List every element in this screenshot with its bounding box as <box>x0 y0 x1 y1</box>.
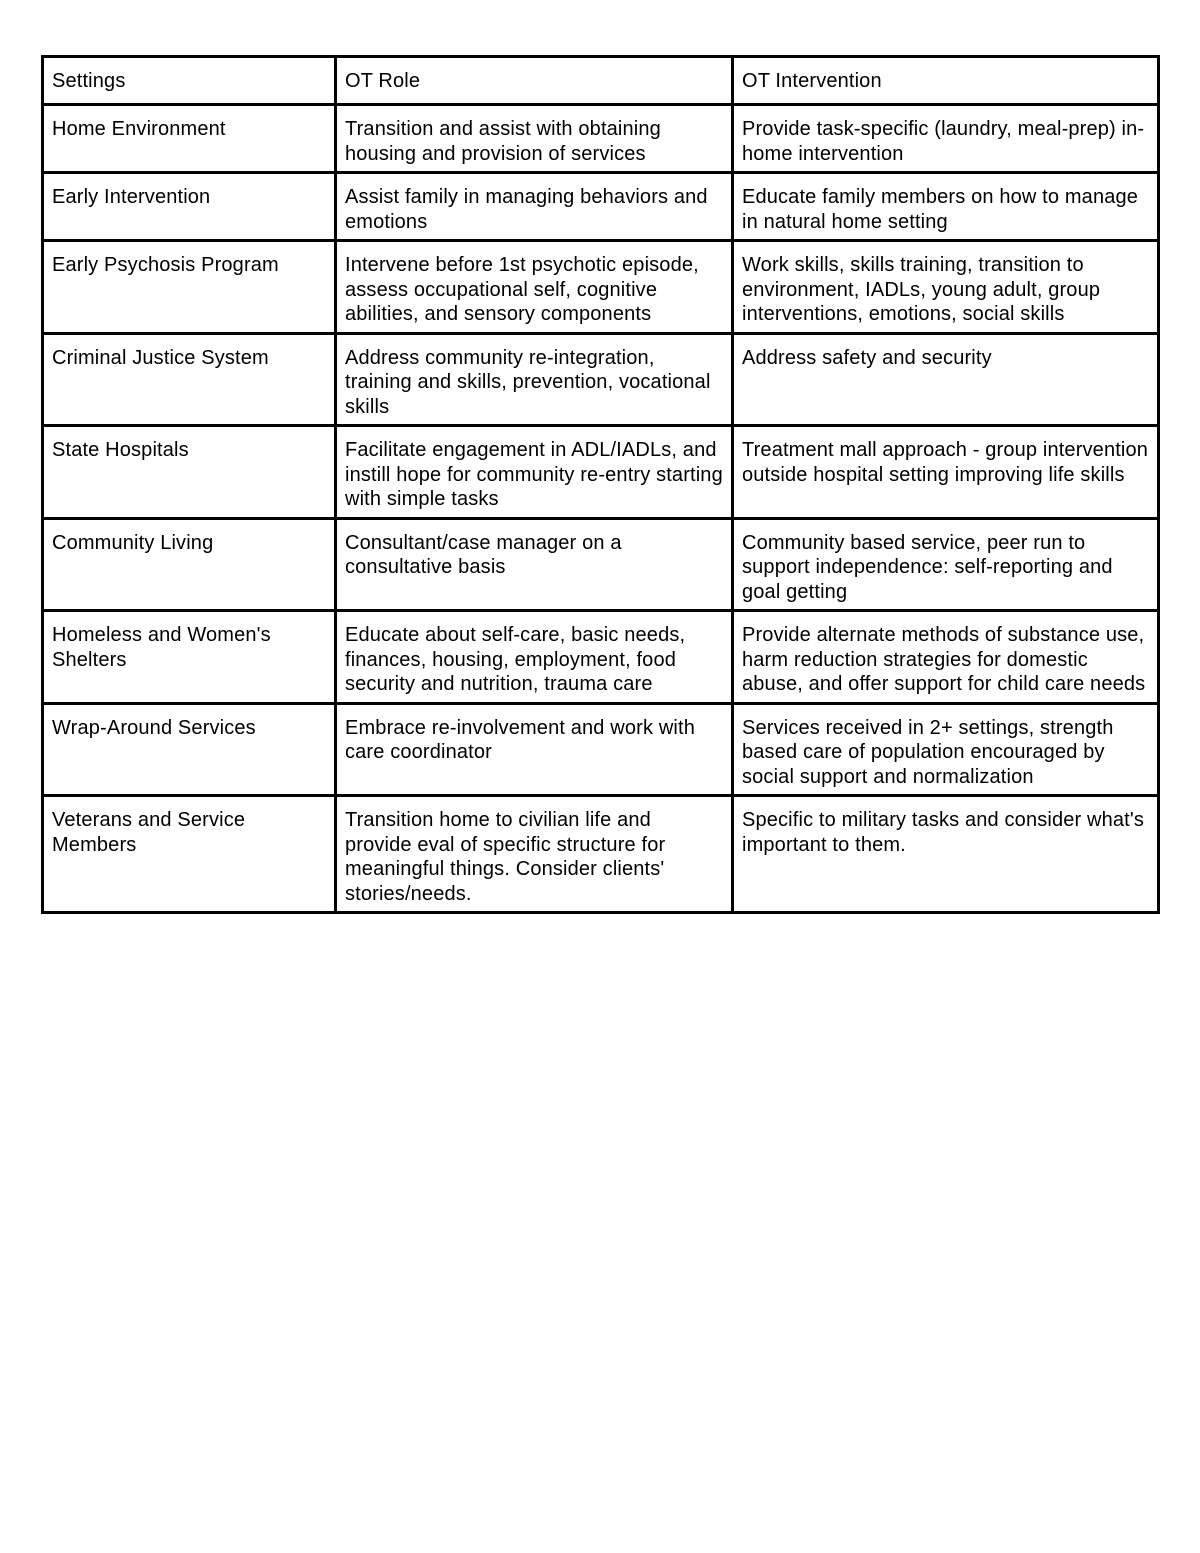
header-settings: Settings <box>43 57 336 105</box>
cell-setting: State Hospitals <box>43 426 336 519</box>
cell-role: Embrace re-involvement and work with care coordinator <box>336 703 733 796</box>
cell-intervention: Community based service, peer run to support independence: self-reporting and goal getting <box>733 518 1159 611</box>
table-row <box>43 241 1159 334</box>
cell-intervention: Treatment mall approach - group intervention outside hospital setting improving life skills <box>733 426 1159 519</box>
table-row <box>43 703 1159 796</box>
cell-intervention: Educate family members on how to manage in natural home setting <box>733 173 1159 241</box>
cell-intervention: Provide alternate methods of substance use, harm reduction strategies for domestic abuse, and offer support for child care needs <box>733 611 1159 704</box>
table-row <box>43 518 1159 611</box>
ot-settings-table <box>41 55 1160 914</box>
cell-role: Transition home to civilian life and provide eval of specific structure for meaningful things. Consider clients' stories/needs. <box>336 796 733 913</box>
cell-setting: Community Living <box>43 518 336 611</box>
cell-setting: Criminal Justice System <box>43 333 336 426</box>
table-row <box>43 426 1159 519</box>
cell-setting: Home Environment <box>43 105 336 173</box>
cell-role: Consultant/case manager on a consultative basis <box>336 518 733 611</box>
cell-intervention: Specific to military tasks and consider what's important to them. <box>733 796 1159 913</box>
cell-role: Transition and assist with obtaining housing and provision of services <box>336 105 733 173</box>
cell-role: Intervene before 1st psychotic episode, assess occupational self, cognitive abilities, and sensory components <box>336 241 733 334</box>
cell-intervention: Address safety and security <box>733 333 1159 426</box>
table-row <box>43 173 1159 241</box>
cell-intervention: Provide task-specific (laundry, meal-prep) in-home intervention <box>733 105 1159 173</box>
table-row <box>43 796 1159 913</box>
cell-role: Assist family in managing behaviors and emotions <box>336 173 733 241</box>
table-header-row <box>43 57 1159 105</box>
table-row <box>43 105 1159 173</box>
cell-setting: Early Intervention <box>43 173 336 241</box>
cell-role: Educate about self-care, basic needs, finances, housing, employment, food security and nutrition, trauma care <box>336 611 733 704</box>
cell-role: Address community re-integration, training and skills, prevention, vocational skills <box>336 333 733 426</box>
table-row <box>43 333 1159 426</box>
cell-setting: Homeless and Women's Shelters <box>43 611 336 704</box>
header-ot-role: OT Role <box>336 57 733 105</box>
header-ot-intervention: OT Intervention <box>733 57 1159 105</box>
cell-intervention: Work skills, skills training, transition to environment, IADLs, young adult, group interventions, emotions, social skills <box>733 241 1159 334</box>
cell-setting: Early Psychosis Program <box>43 241 336 334</box>
cell-setting: Wrap-Around Services <box>43 703 336 796</box>
cell-role: Facilitate engagement in ADL/IADLs, and instill hope for community re-entry starting with simple tasks <box>336 426 733 519</box>
cell-intervention: Services received in 2+ settings, strength based care of population encouraged by social support and normalization <box>733 703 1159 796</box>
cell-setting: Veterans and Service Members <box>43 796 336 913</box>
table-row <box>43 611 1159 704</box>
